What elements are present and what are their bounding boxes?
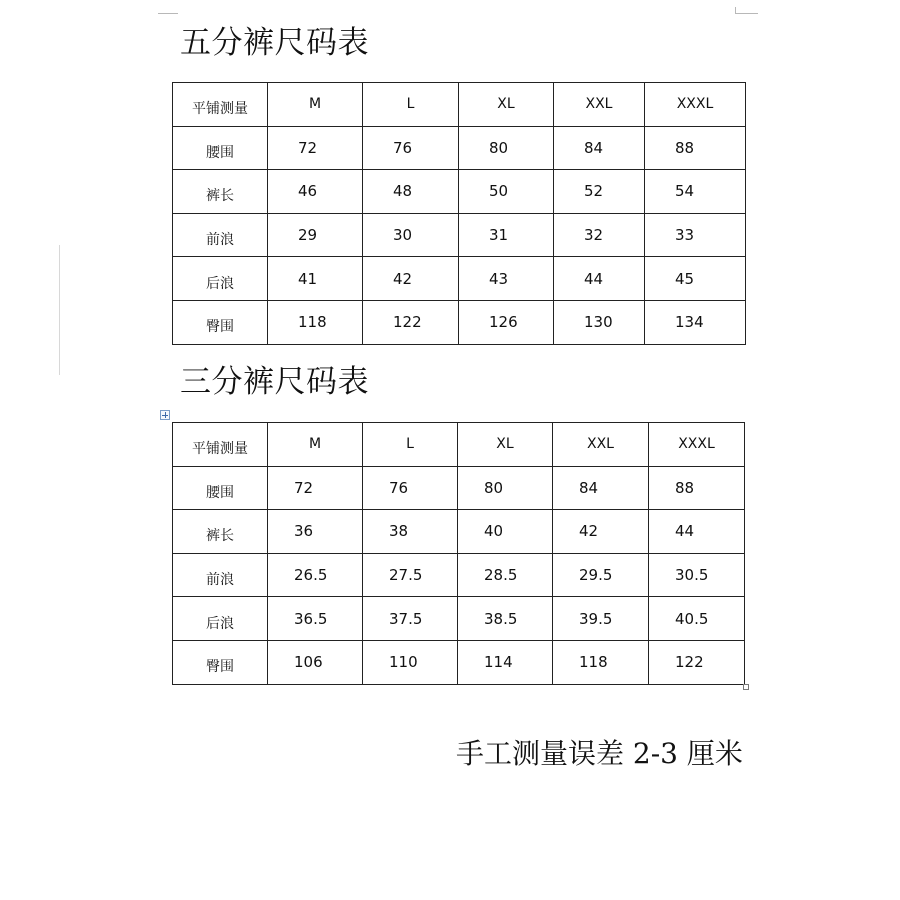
value-cell[interactable]: 29.5 <box>553 553 649 597</box>
value-cell[interactable]: 46 <box>268 170 363 214</box>
row-label-cell[interactable]: 腰围 <box>173 126 268 170</box>
value-cell[interactable]: 30 <box>363 213 459 257</box>
row-label-cell[interactable]: 后浪 <box>173 597 268 641</box>
value-cell[interactable]: 42 <box>363 257 459 301</box>
header-cell-size[interactable]: XXL <box>553 423 649 467</box>
value-cell[interactable]: 33 <box>645 213 746 257</box>
value-cell[interactable]: 48 <box>363 170 459 214</box>
table-row <box>173 553 745 597</box>
row-label-cell[interactable]: 臀围 <box>173 640 268 684</box>
value-cell[interactable]: 38.5 <box>458 597 553 641</box>
header-cell-size[interactable]: L <box>363 423 458 467</box>
row-label-cell[interactable]: 前浪 <box>173 553 268 597</box>
header-cell-size[interactable]: M <box>268 423 363 467</box>
row-label-cell[interactable]: 裤长 <box>173 510 268 554</box>
row-label-cell[interactable]: 裤长 <box>173 170 268 214</box>
table-row <box>173 170 746 214</box>
row-label-cell[interactable]: 后浪 <box>173 257 268 301</box>
value-cell[interactable]: 42 <box>553 510 649 554</box>
measurement-error-note: 手工测量误差 2-3 厘米 <box>456 737 743 770</box>
value-cell[interactable]: 118 <box>268 300 363 344</box>
header-cell-measure[interactable]: 平铺测量 <box>173 423 268 467</box>
table-row <box>173 126 746 170</box>
row-label-cell[interactable]: 前浪 <box>173 213 268 257</box>
value-cell[interactable]: 26.5 <box>268 553 363 597</box>
table-row <box>173 640 745 684</box>
value-cell[interactable]: 134 <box>645 300 746 344</box>
value-cell[interactable]: 126 <box>459 300 554 344</box>
table-row <box>173 597 745 641</box>
table-header-row <box>173 423 745 467</box>
table-move-icon[interactable] <box>160 410 170 420</box>
value-cell[interactable]: 76 <box>363 466 458 510</box>
table-resize-icon[interactable] <box>743 684 749 690</box>
header-cell-size[interactable]: XXXL <box>645 83 746 127</box>
value-cell[interactable]: 41 <box>268 257 363 301</box>
header-cell-size[interactable]: XXL <box>554 83 645 127</box>
value-cell[interactable]: 43 <box>459 257 554 301</box>
table-row <box>173 466 745 510</box>
value-cell[interactable]: 38 <box>363 510 458 554</box>
value-cell[interactable]: 80 <box>458 466 553 510</box>
value-cell[interactable]: 76 <box>363 126 459 170</box>
value-cell[interactable]: 80 <box>459 126 554 170</box>
value-cell[interactable]: 88 <box>649 466 745 510</box>
row-label-cell[interactable]: 腰围 <box>173 466 268 510</box>
page-margin-guide <box>59 245 60 375</box>
value-cell[interactable]: 29 <box>268 213 363 257</box>
table-header-row <box>173 83 746 127</box>
header-cell-measure[interactable]: 平铺测量 <box>173 83 268 127</box>
value-cell[interactable]: 45 <box>645 257 746 301</box>
value-cell[interactable]: 72 <box>268 466 363 510</box>
header-cell-size[interactable]: XL <box>459 83 554 127</box>
value-cell[interactable]: 122 <box>363 300 459 344</box>
value-cell[interactable]: 39.5 <box>553 597 649 641</box>
value-cell[interactable]: 130 <box>554 300 645 344</box>
shorts-5-size-chart-title: 五分裤尺码表 <box>180 25 369 61</box>
value-cell[interactable]: 72 <box>268 126 363 170</box>
table-row <box>173 257 746 301</box>
value-cell[interactable]: 54 <box>645 170 746 214</box>
value-cell[interactable]: 37.5 <box>363 597 458 641</box>
shorts-5-size-table <box>172 82 746 345</box>
value-cell[interactable]: 36 <box>268 510 363 554</box>
value-cell[interactable]: 30.5 <box>649 553 745 597</box>
value-cell[interactable]: 32 <box>554 213 645 257</box>
value-cell[interactable]: 31 <box>459 213 554 257</box>
value-cell[interactable]: 106 <box>268 640 363 684</box>
header-cell-size[interactable]: XL <box>458 423 553 467</box>
value-cell[interactable]: 27.5 <box>363 553 458 597</box>
value-cell[interactable]: 122 <box>649 640 745 684</box>
value-cell[interactable]: 84 <box>553 466 649 510</box>
value-cell[interactable]: 40 <box>458 510 553 554</box>
table-row <box>173 300 746 344</box>
table-row <box>173 213 746 257</box>
value-cell[interactable]: 88 <box>645 126 746 170</box>
row-label-cell[interactable]: 臀围 <box>173 300 268 344</box>
shorts-3-size-table <box>172 422 745 685</box>
value-cell[interactable]: 40.5 <box>649 597 745 641</box>
value-cell[interactable]: 50 <box>459 170 554 214</box>
value-cell[interactable]: 52 <box>554 170 645 214</box>
value-cell[interactable]: 44 <box>554 257 645 301</box>
page-corner-mark-right <box>735 7 758 14</box>
header-cell-size[interactable]: XXXL <box>649 423 745 467</box>
page-corner-mark-left <box>158 7 178 14</box>
value-cell[interactable]: 84 <box>554 126 645 170</box>
shorts-3-size-chart-title: 三分裤尺码表 <box>180 364 369 400</box>
value-cell[interactable]: 114 <box>458 640 553 684</box>
value-cell[interactable]: 118 <box>553 640 649 684</box>
value-cell[interactable]: 44 <box>649 510 745 554</box>
value-cell[interactable]: 28.5 <box>458 553 553 597</box>
value-cell[interactable]: 36.5 <box>268 597 363 641</box>
header-cell-size[interactable]: L <box>363 83 459 127</box>
header-cell-size[interactable]: M <box>268 83 363 127</box>
value-cell[interactable]: 110 <box>363 640 458 684</box>
table-row <box>173 510 745 554</box>
